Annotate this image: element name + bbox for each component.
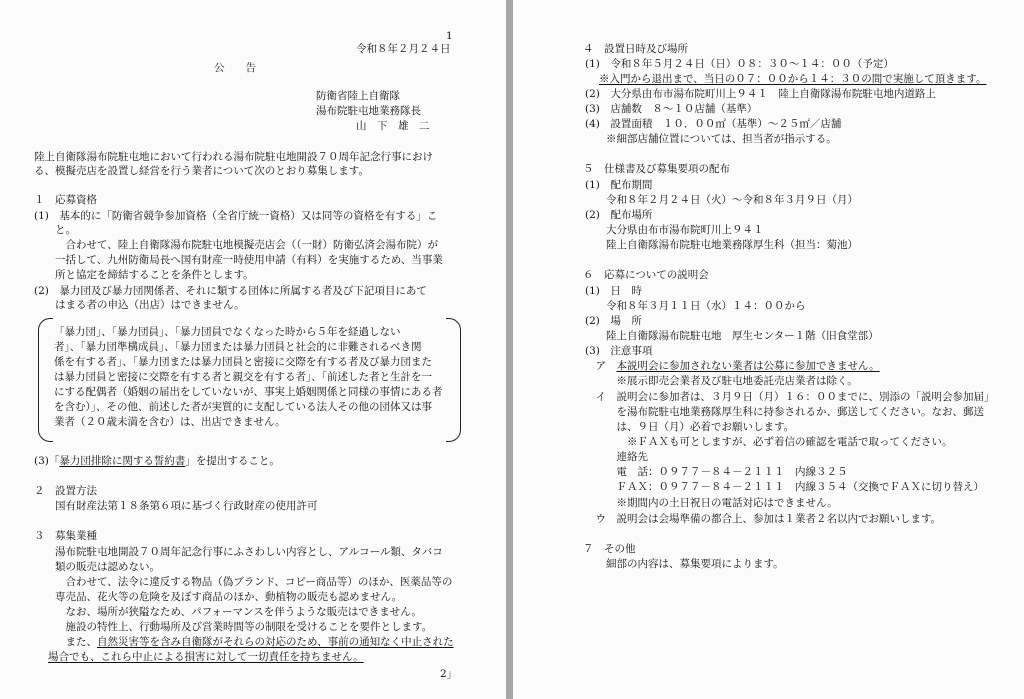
page-gap bbox=[506, 0, 513, 699]
s5-2-address: 大分県由布市湯布院町川上９４１ bbox=[585, 224, 764, 236]
s6-a-note: ※展示即売会業者及び駐屯地委託売店業者は除く。 bbox=[585, 375, 858, 387]
notice-title: 公 告 bbox=[214, 62, 256, 74]
s6-a bbox=[585, 360, 880, 373]
s6-i-line: は、９日（月）必着でお願いします。 bbox=[585, 421, 795, 433]
s1-2-line: はまる者の申込（出店）はできません。 bbox=[34, 299, 245, 311]
s6-a-prefix: ア bbox=[585, 360, 617, 372]
section-6-heading: ６ 応募についての説明会 bbox=[583, 269, 709, 281]
s6-1: (1) 日 時 bbox=[585, 285, 642, 297]
s1-1-line: (1) 基本的に「防衛省競争参加資格（全省庁統一資格）又は同等の資格を有する」こ bbox=[34, 210, 438, 222]
pledge-document: 暴力団排除に関する誓約書 bbox=[59, 455, 186, 467]
s4-3: (3) 店舗数 ８～１０店舗（基準） bbox=[585, 103, 758, 115]
bracket-left bbox=[38, 318, 53, 442]
s3-disclaimer bbox=[34, 636, 454, 649]
intro-line: る、模擬売店を設置し経営を行う業者について次のとおり募集します。 bbox=[34, 165, 369, 177]
issuer-org: 防衛省陸上自衛隊 bbox=[316, 90, 400, 102]
section-3-heading: ３ 募集業種 bbox=[34, 530, 97, 542]
section-1-heading: １ 応募資格 bbox=[34, 194, 97, 206]
s5-2: (2) 配布場所 bbox=[585, 209, 653, 221]
exclusion-line: は暴力団員と密接に交際を有する者と親交を有する者」、「前述した者と生計を一 bbox=[54, 371, 432, 383]
section-7-body: 細部の内容は、募集要項によります。 bbox=[585, 558, 784, 570]
fax-note: ※ＦＡＸも可としますが、必ず着信の確認を電話で取ってください。 bbox=[585, 436, 953, 448]
s4-note: ※入門から退出まで、当日の０７：００から１４：３０の間で実施して頂きます。 bbox=[599, 73, 987, 85]
holiday-note: ※期間内の土日祝日の電話対応はできません。 bbox=[585, 497, 838, 509]
s1-1-line: と。 bbox=[34, 224, 76, 236]
s3-disclaimer-underlined: 自然災害等を含み自衛隊がそれらの対応のため、事前の通知なく中止された bbox=[97, 636, 454, 648]
s5-1: (1) 配布期間 bbox=[585, 179, 653, 191]
section-7-heading: ７ その他 bbox=[583, 543, 636, 555]
s3-disclaimer-cont: 場合でも、これら中止による損害に対して一切責任を持ちません。 bbox=[48, 651, 364, 663]
issuer-unit: 湯布院駐屯地業務隊長 bbox=[316, 105, 421, 117]
s3-line: なお、場所が狭隘なため、パフォーマンスを伴うような販売はできません。 bbox=[34, 606, 422, 618]
exclusion-line: を含む）」、その他、前述した者が実質的に支配している法人その他の団体又は事 bbox=[54, 401, 432, 413]
contact-label: 連絡先 bbox=[585, 451, 648, 463]
s4-1: (1) 令和８年５月２４日（日）０８：３０～１４：００（予定） bbox=[585, 58, 894, 70]
s3-disclaimer-prefix: また、 bbox=[34, 636, 97, 648]
s4-4: (4) 設置面積 １０．００㎡（基準）～２５㎡／店舗 bbox=[585, 118, 842, 130]
s6-u: ウ 説明会は会場準備の都合上、参加は１業者２名以内でお願いします。 bbox=[585, 513, 942, 525]
section-4-heading: ４ 設置日時及び場所 bbox=[583, 43, 688, 55]
page-number: 1 bbox=[446, 30, 453, 42]
s6-3: (3) 注意事項 bbox=[585, 345, 653, 357]
right-page bbox=[513, 0, 1024, 699]
page-number-bottom: 2」 bbox=[440, 668, 458, 680]
notice-date: 令和８年２月２４日 bbox=[356, 43, 451, 55]
s3-line: 類の販売は認めない。 bbox=[34, 561, 160, 573]
s1-1-line: 所と協定を締結することを条件とします。 bbox=[34, 269, 254, 281]
s4-4-note: ※細部店舗位置については、担当者が指示する。 bbox=[585, 133, 837, 145]
s1-3-line bbox=[34, 455, 280, 468]
s1-3-suffix: 」を提出すること。 bbox=[185, 455, 280, 467]
s6-2: (2) 場 所 bbox=[585, 315, 642, 327]
s3-line: 合わせて、法令に違反する物品（偽ブランド、コピー商品等）のほか、医薬品等の bbox=[34, 576, 453, 588]
s1-1-line: 合わせて、陸上自衛隊湯布院駐屯地模擬売店会（（一財）防衛弘済会湯布院）が bbox=[34, 239, 439, 251]
s1-2-line: (2) 暴力団及び暴力団関係者、それに類する団体に所属する者及び下記項目にあて bbox=[34, 285, 427, 297]
s3-line: 専売品、花火等の危険を及ぼす商品のほか、動植物の販売も認めません。 bbox=[34, 591, 403, 603]
exclusion-line: 「暴力団」、「暴力団員」、「暴力団員でなくなった時から５年を経過しない bbox=[54, 326, 401, 338]
left-page bbox=[0, 0, 506, 699]
s6-a-underlined: 本説明会に参加されない業者は公募に参加できません。 bbox=[616, 360, 880, 372]
intro-line: 陸上自衛隊湯布院駐屯地において行われる湯布院駐屯地開設７０周年記念行事におけ bbox=[34, 151, 433, 163]
s6-i-line: イ 説明会に参加者は、３月９日（月）１６：００までに、別添の「説明会参加届」 bbox=[585, 391, 995, 403]
bracket-right bbox=[446, 318, 461, 442]
s6-i-line: を湯布院駐屯地業務隊厚生科に持参されるか、郵送してください。なお、郵送 bbox=[585, 406, 984, 418]
s6-2-value: 陸上自衛隊湯布院駐屯地 厚生センター１階（旧食堂部） bbox=[585, 330, 879, 342]
contact-tel: 電 話：０９７７－８４－２１１１ 内線３２５ bbox=[585, 466, 848, 478]
signer-name: 山 下 雄 二 bbox=[356, 120, 430, 132]
exclusion-line: 業者（２０歳未満を含む）は、出店できません。 bbox=[54, 416, 286, 428]
s1-1-line: 一括して、九州防衛局長へ国有財産一時使用申請（有料）を実施するため、当事業 bbox=[34, 254, 443, 266]
exclusion-line: 者」、「暴力団準構成員」、「暴力団または暴力団員と社会的に非難されるべき関 bbox=[54, 341, 422, 353]
s1-3-prefix: (3)「 bbox=[34, 455, 60, 467]
section-2-body: 国有財産法第１８条第６項に基づく行政財産の使用許可 bbox=[34, 500, 318, 512]
exclusion-line: 係を有する者」、「暴力団または暴力団員と密接に交際を有する者及び暴力団また bbox=[54, 356, 432, 368]
s6-1-value: 令和８年３月１１日（水）１４：００から bbox=[585, 300, 806, 312]
s4-2: (2) 大分県由布市湯布院町川上９４１ 陸上自衛隊湯布院駐屯地内道路上 bbox=[585, 88, 936, 100]
contact-fax: ＦＡＸ：０９７７－８４－２１１１ 内線３５４（交換でＦＡＸに切り替え） bbox=[585, 481, 984, 493]
section-2-heading: ２ 設置方法 bbox=[34, 485, 97, 497]
s5-1-value: 令和８年２月２４日（火）～令和８年３月９日（月） bbox=[585, 194, 858, 206]
exclusion-line: にする配偶者（婚姻の届出をしていないが、事実上婚姻関係と同様の事情にある者 bbox=[54, 386, 443, 398]
s3-line: 施設の特性上、行動場所及び営業時間等の制限を受けることを要件とします。 bbox=[34, 621, 433, 633]
s3-line: 湯布院駐屯地開設７０周年記念行事にふさわしい内容とし、アルコール類、タバコ bbox=[34, 546, 443, 558]
s5-2-office: 陸上自衛隊湯布院駐屯地業務隊厚生科（担当：菊池） bbox=[585, 239, 858, 251]
section-5-heading: ５ 仕様書及び募集要項の配布 bbox=[583, 163, 730, 175]
